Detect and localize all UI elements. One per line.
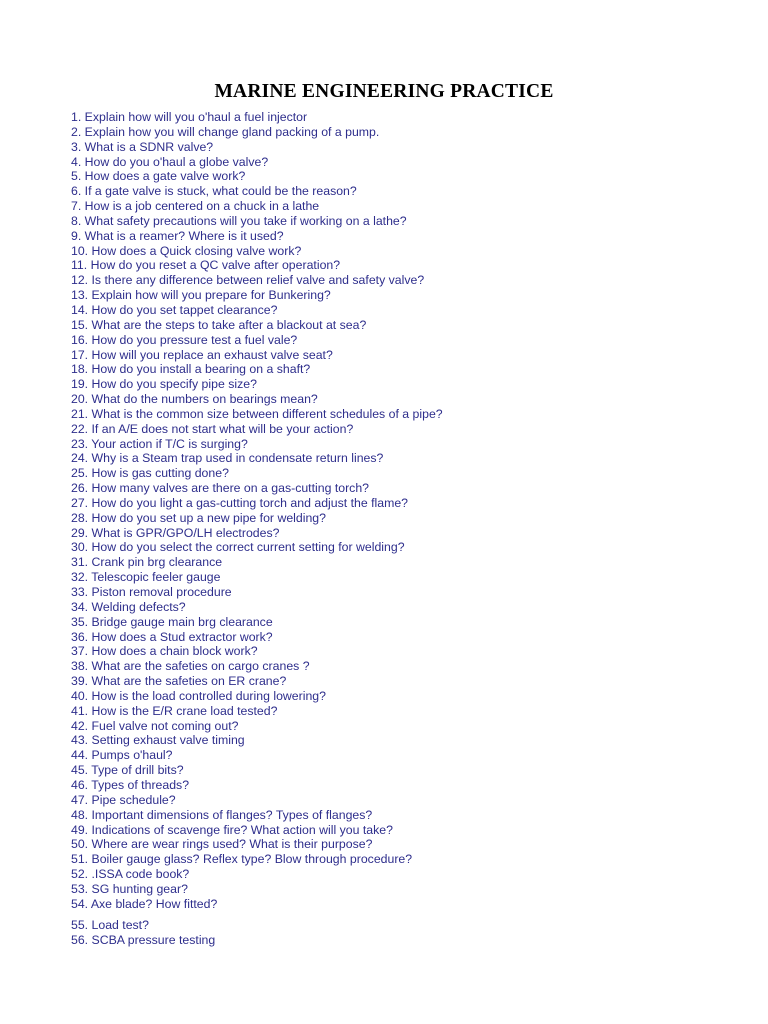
question-item: 7. How is a job centered on a chuck in a lathe (71, 199, 320, 214)
question-item: 29. What is GPR/GPO/LH electrodes? (71, 525, 280, 540)
question-item: 18. How do you install a bearing on a shaft? (71, 362, 311, 377)
question-item: 17. How will you replace an exhaust valve seat? (71, 347, 333, 362)
question-item: 48. Important dimensions of flanges? Types of flanges? (71, 807, 373, 822)
page-title: MARINE ENGINEERING PRACTICE (214, 81, 554, 102)
question-item: 13. Explain how will you prepare for Bunkering? (71, 288, 331, 303)
question-item: 43. Setting exhaust valve timing (71, 733, 245, 748)
question-item: 21. What is the common size between different schedules of a pipe? (71, 406, 443, 421)
question-item: 9. What is a reamer? Where is it used? (71, 228, 284, 243)
question-item: 42. Fuel valve not coming out? (71, 718, 239, 733)
question-item: 38. What are the safeties on cargo cranes ? (71, 659, 310, 674)
question-item: 12. Is there any difference between relief valve and safety valve? (71, 273, 425, 288)
question-item: 30. How do you select the correct current setting for welding? (71, 540, 405, 555)
question-item: 33. Piston removal procedure (71, 585, 232, 599)
question-item: 14. How do you set tappet clearance? (71, 302, 278, 317)
question-item: 28. How do you set up a new pipe for welding? (71, 510, 326, 525)
question-item: 46. Types of threads? (71, 777, 190, 792)
question-item: 24. Why is a Steam trap used in condensate return lines? (71, 451, 384, 466)
question-item: 10. How does a Quick closing valve work? (71, 243, 302, 258)
question-item: 25. How is gas cutting done? (71, 466, 229, 481)
question-item: 20. What do the numbers on bearings mean? (71, 392, 318, 407)
question-item: 53. SG hunting gear? (71, 881, 188, 896)
question-item: 23. Your action if T/C is surging? (71, 436, 248, 451)
question-item: 37. How does a chain block work? (71, 644, 258, 659)
question-item: 6. If a gate valve is stuck, what could be the reason? (71, 184, 357, 199)
question-item: 40. How is the load controlled during lowering? (71, 688, 326, 703)
question-item: 32. Telescopic feeler gauge (71, 570, 221, 585)
question-item: 54. Axe blade? How fitted? (71, 896, 218, 911)
question-list (71, 110, 443, 948)
question-item: 2. Explain how you will change gland packing of a pump. (71, 124, 380, 139)
question-item: 11. How do you reset a QC valve after operation? (71, 258, 341, 273)
question-item: 27. How do you light a gas-cutting torch and adjust the flame? (71, 495, 408, 510)
question-item: 41. How is the E/R crane load tested? (71, 703, 278, 718)
question-item: 51. Boiler gauge glass? Reflex type? Blow through procedure? (71, 852, 413, 867)
question-item: 44. Pumps o'haul? (71, 748, 173, 763)
question-item: 19. How do you specify pipe size? (71, 377, 257, 392)
question-item: 50. Where are wear rings used? What is their purpose? (71, 837, 373, 852)
question-item: 31. Crank pin brg clearance (71, 555, 223, 570)
question-item: 49. Indications of scavenge fire? What action will you take? (71, 822, 393, 837)
question-item: 47. Pipe schedule? (71, 792, 176, 807)
question-item: 39. What are the safeties on ER crane? (71, 674, 287, 689)
question-item: 45. Type of drill bits? (71, 763, 184, 778)
question-item: 34. Welding defects? (71, 599, 186, 614)
question-item: 55. Load test? (71, 918, 149, 933)
question-item: 26. How many valves are there on a gas-cutting torch? (71, 481, 370, 496)
question-item: 4. How do you o'haul a globe valve? (71, 154, 269, 169)
question-item: 5. How does a gate valve work? (71, 169, 246, 184)
question-item: 3. What is a SDNR valve? (71, 139, 214, 154)
question-item: 22. If an A/E does not start what will be your action? (71, 421, 354, 436)
question-item: 36. How does a Stud extractor work? (71, 629, 273, 644)
question-item: 1. Explain how will you o'haul a fuel injector (71, 110, 308, 124)
question-item: 35. Bridge gauge main brg clearance (71, 614, 273, 629)
question-item: 56. SCBA pressure testing (71, 932, 216, 947)
question-item: 15. What are the steps to take after a blackout at sea? (71, 317, 367, 332)
question-item: 16. How do you pressure test a fuel vale? (71, 332, 298, 347)
question-item: 8. What safety precautions will you take if working on a lathe? (71, 213, 407, 228)
question-item: 52. .ISSA code book? (71, 867, 190, 882)
